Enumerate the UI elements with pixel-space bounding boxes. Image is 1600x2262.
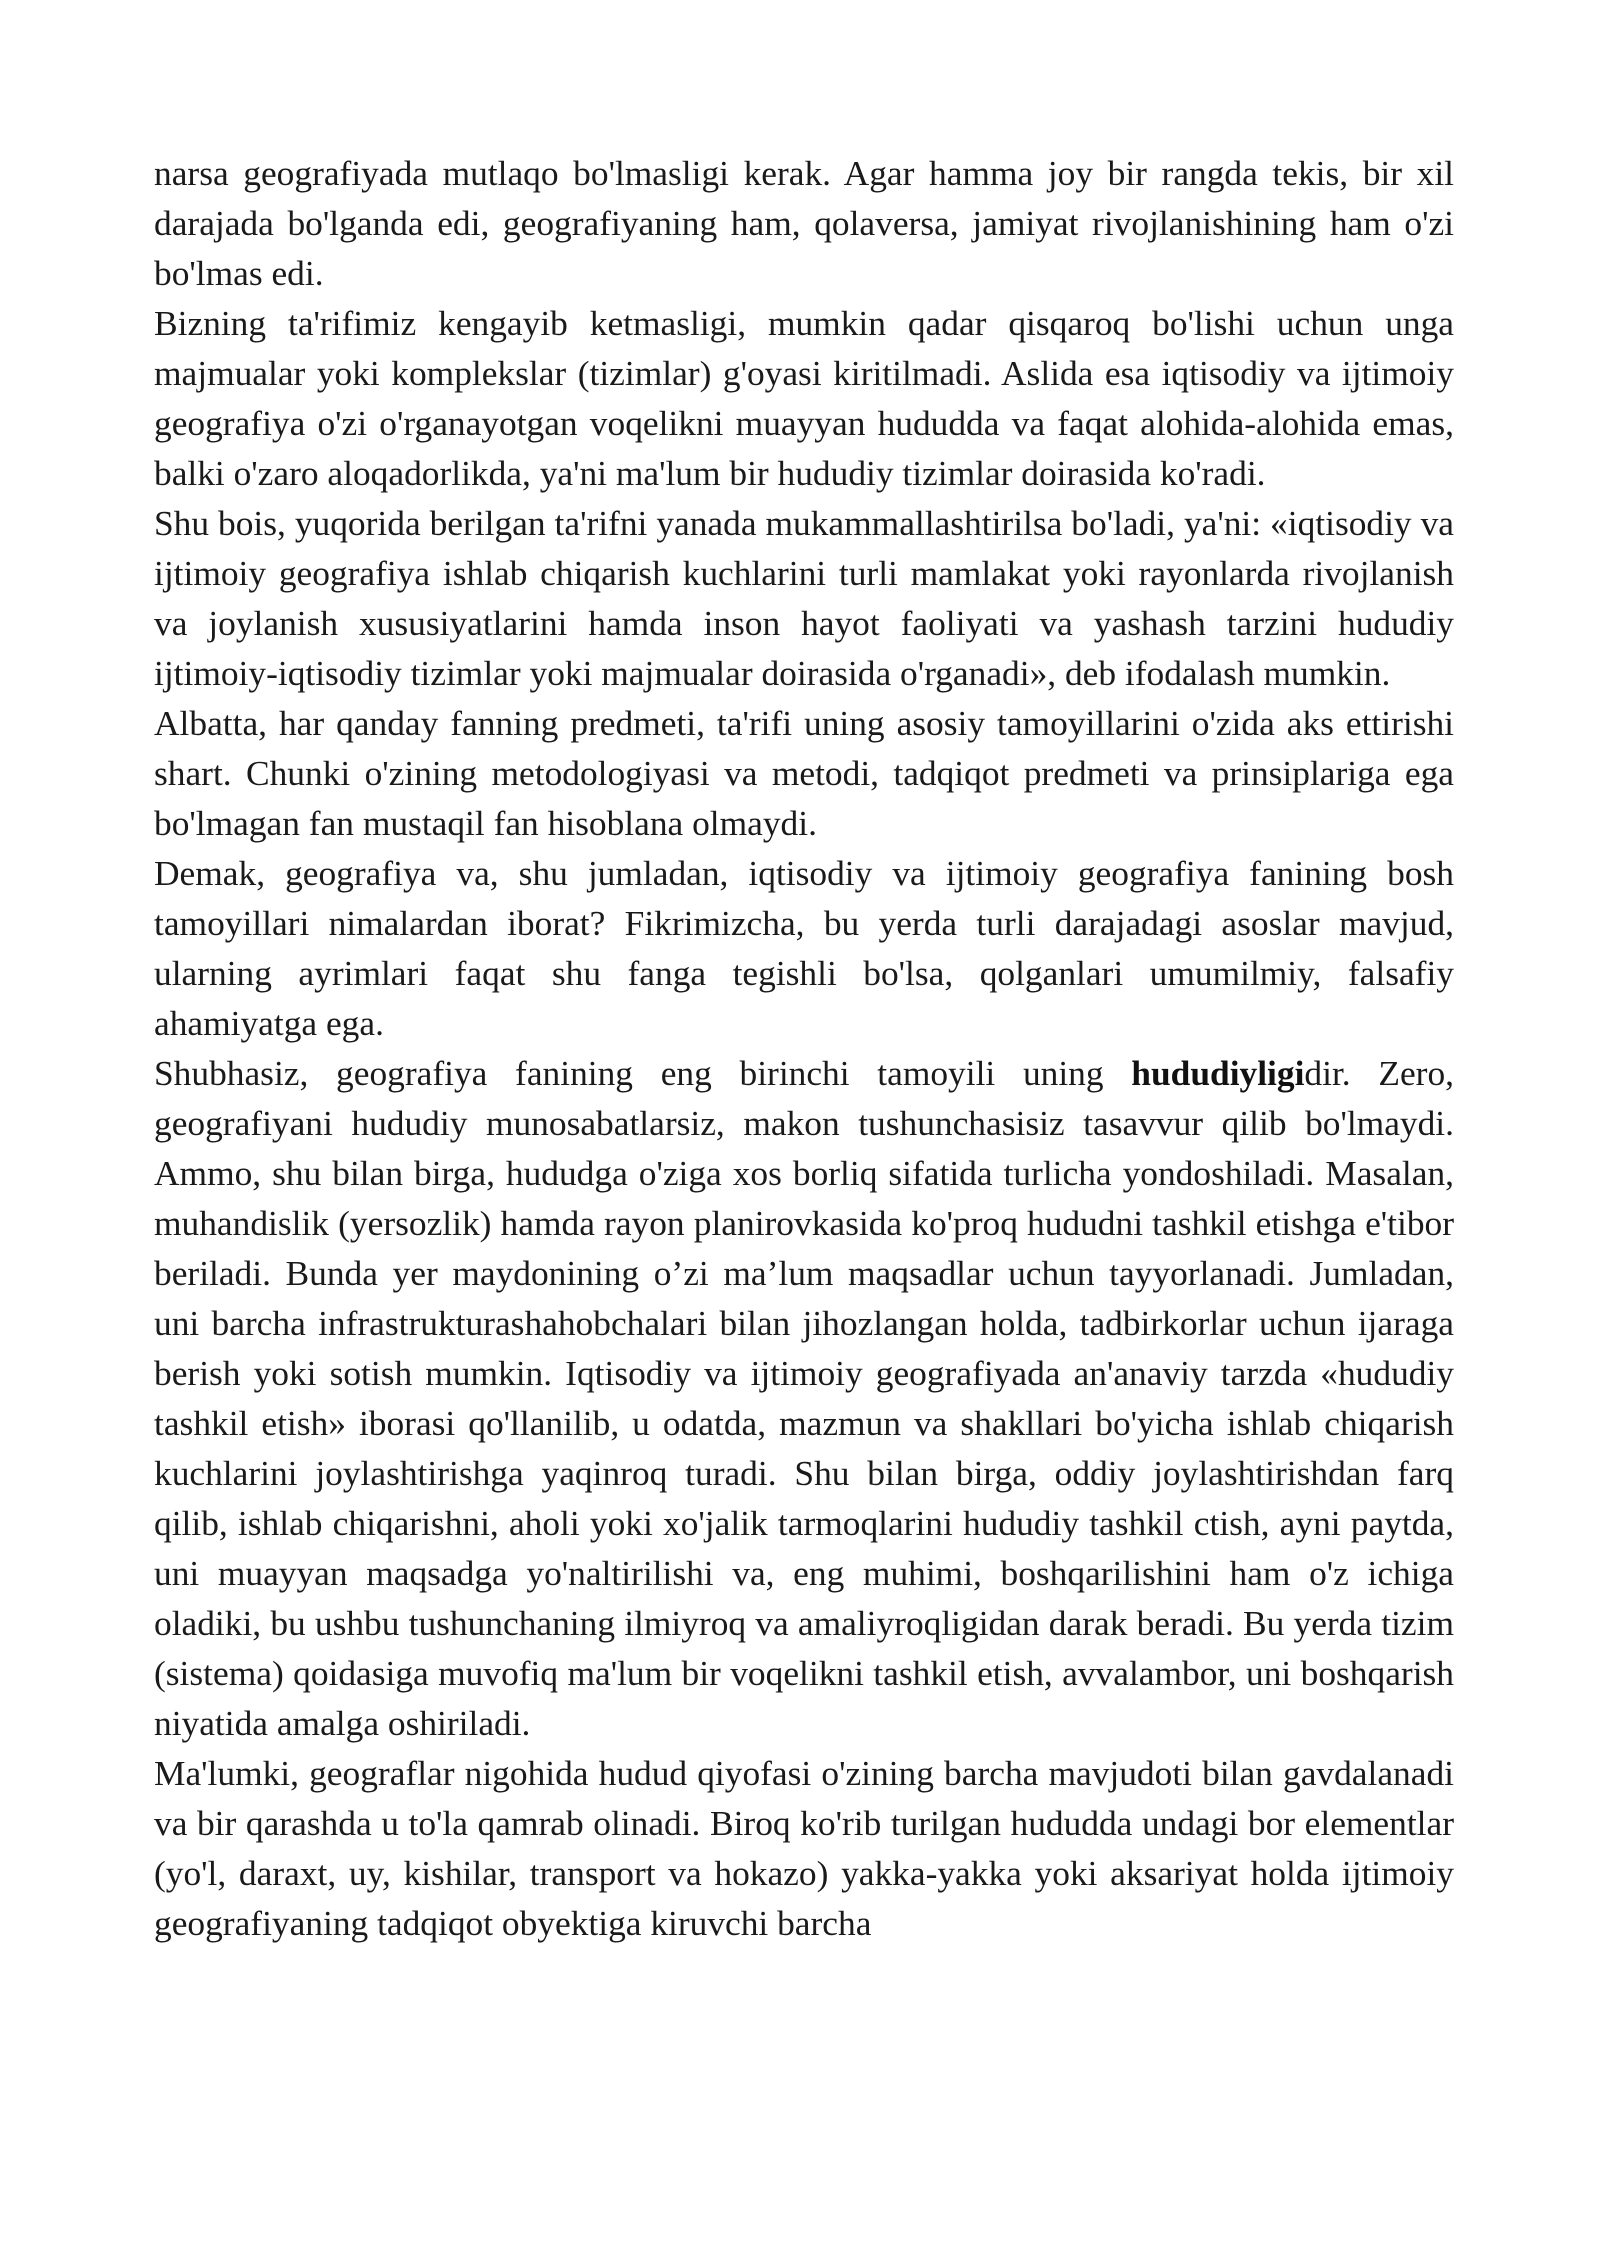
paragraph-6: [154, 1048, 1454, 1748]
paragraph-7: Ma'lumki, geograflar nigohida hudud qiyofasi o'zining barcha mavjudoti bilan gavdalanadi va bir qarashda u to'la qamrab olinadi. Biroq ko'rib turilgan hududda undagi bor elementlar (yo'l, daraxt, uy, kishilar, transport va hokazo) yakka-yakka yoki aksariyat holda ijtimoiy geografiyaning tadqiqot obyektiga kiruvchi barcha: [154, 1753, 1454, 1943]
paragraph-4: Albatta, har qanday fanning predmeti, ta'rifi uning asosiy tamoyillarini o'zida aks ettirishi shart. Chunki o'zining metodologiyasi va metodi, tadqiqot predmeti va prinsiplariga ega bo'lmagan fan mustaqil fan hisoblana olmaydi.: [154, 703, 1454, 843]
paragraph-6-start: Shubhasiz, geografiya fanining eng birinchi tamoyili uning: [154, 1053, 1132, 1093]
paragraph-6-rest: dir. Zero, geografiyani hududiy munosabatlarsiz, makon tushunchasisiz tasavvur qilib bo'lmaydi. Ammo, shu bilan birga, hududga o'ziga xos borliq sifatida turlicha yondoshiladi. Masalan, muhandislik (yersozlik) hamda rayon planirovkasida ko'proq hududni tashkil etishga e'tibor beriladi. Bunda yer maydonining o’zi ma’lum maqsadlar uchun tayyorlanadi. Jumladan, uni barcha infrastrukturashahobchalari bilan jihozlangan holda, tadbirkorlar uchun ijaraga berish yoki sotish mumkin. Iqtisodiy va ijtimoiy geografiyada an'anaviy tarzda «hududiy tashkil etish» iborasi qo'llanilib, u odatda, mazmun va shakllari bo'yicha ishlab chiqarish kuchlarini joylashtirishga yaqinroq turadi. Shu bilan birga, oddiy joylashtirishdan farq qilib, ishlab chiqarishni, aholi yoki xo'jalik tarmoqlarini hududiy tashkil ctish, ayni paytda, uni muayyan maqsadga yo'naltirilishi va, eng muhimi, boshqarilishini ham o'z ichiga oladiki, bu ushbu tushunchaning ilmiyroq va amaliyroqligidan darak beradi. Bu yerda tizim (sistema) qoidasiga muvofiq ma'lum bir voqelikni tashkil etish, avvalambor, uni boshqarish niyatida amalga oshiriladi.: [154, 1053, 1454, 1743]
paragraph-3: Shu bois, yuqorida berilgan ta'rifni yanada mukammallashtirilsa bo'ladi, ya'ni: «iqtisodiy va ijtimoiy geografiya ishlab chiqarish kuchlarini turli mamlakat yoki rayonlarda rivojlanish va joylanish xususiyatlarini hamda inson hayot faoliyati va yashash tarzini hududiy ijtimoiy-iqtisodiy tizimlar yoki majmualar doirasida o'rganadi», deb ifodalash mumkin.: [154, 503, 1454, 693]
document-page: [154, 148, 1454, 1948]
bold-term: hududiyligi: [1131, 1053, 1305, 1093]
paragraph-2: Bizning ta'rifimiz kengayib ketmasligi, mumkin qadar qisqaroq bo'lishi uchun unga majmualar yoki komplekslar (tizimlar) g'oyasi kiritilmadi. Aslida esa iqtisodiy va ijtimoiy geografiya o'zi o'rganayotgan voqelikni muayyan hududda va faqat alohida-alohida emas, balki o'zaro aloqadorlikda, ya'ni ma'lum bir hududiy tizimlar doirasida ko'radi.: [154, 303, 1454, 493]
paragraph-5: Demak, geografiya va, shu jumladan, iqtisodiy va ijtimoiy geografiya fanining bosh tamoyillari nimalardan iborat? Fikrimizcha, bu yerda turli darajadagi asoslar mavjud, ularning ayrimlari faqat shu fanga tegishli bo'lsa, qolganlari umumilmiy, falsafiy ahamiyatga ega.: [154, 853, 1454, 1043]
paragraph-1: narsa geografiyada mutlaqo bo'lmasligi kerak. Agar hamma joy bir rangda tekis, bir xil darajada bo'lganda edi, geografiyaning ham, qolaversa, jamiyat rivojlanishining ham o'zi bo'lmas edi.: [154, 153, 1454, 293]
